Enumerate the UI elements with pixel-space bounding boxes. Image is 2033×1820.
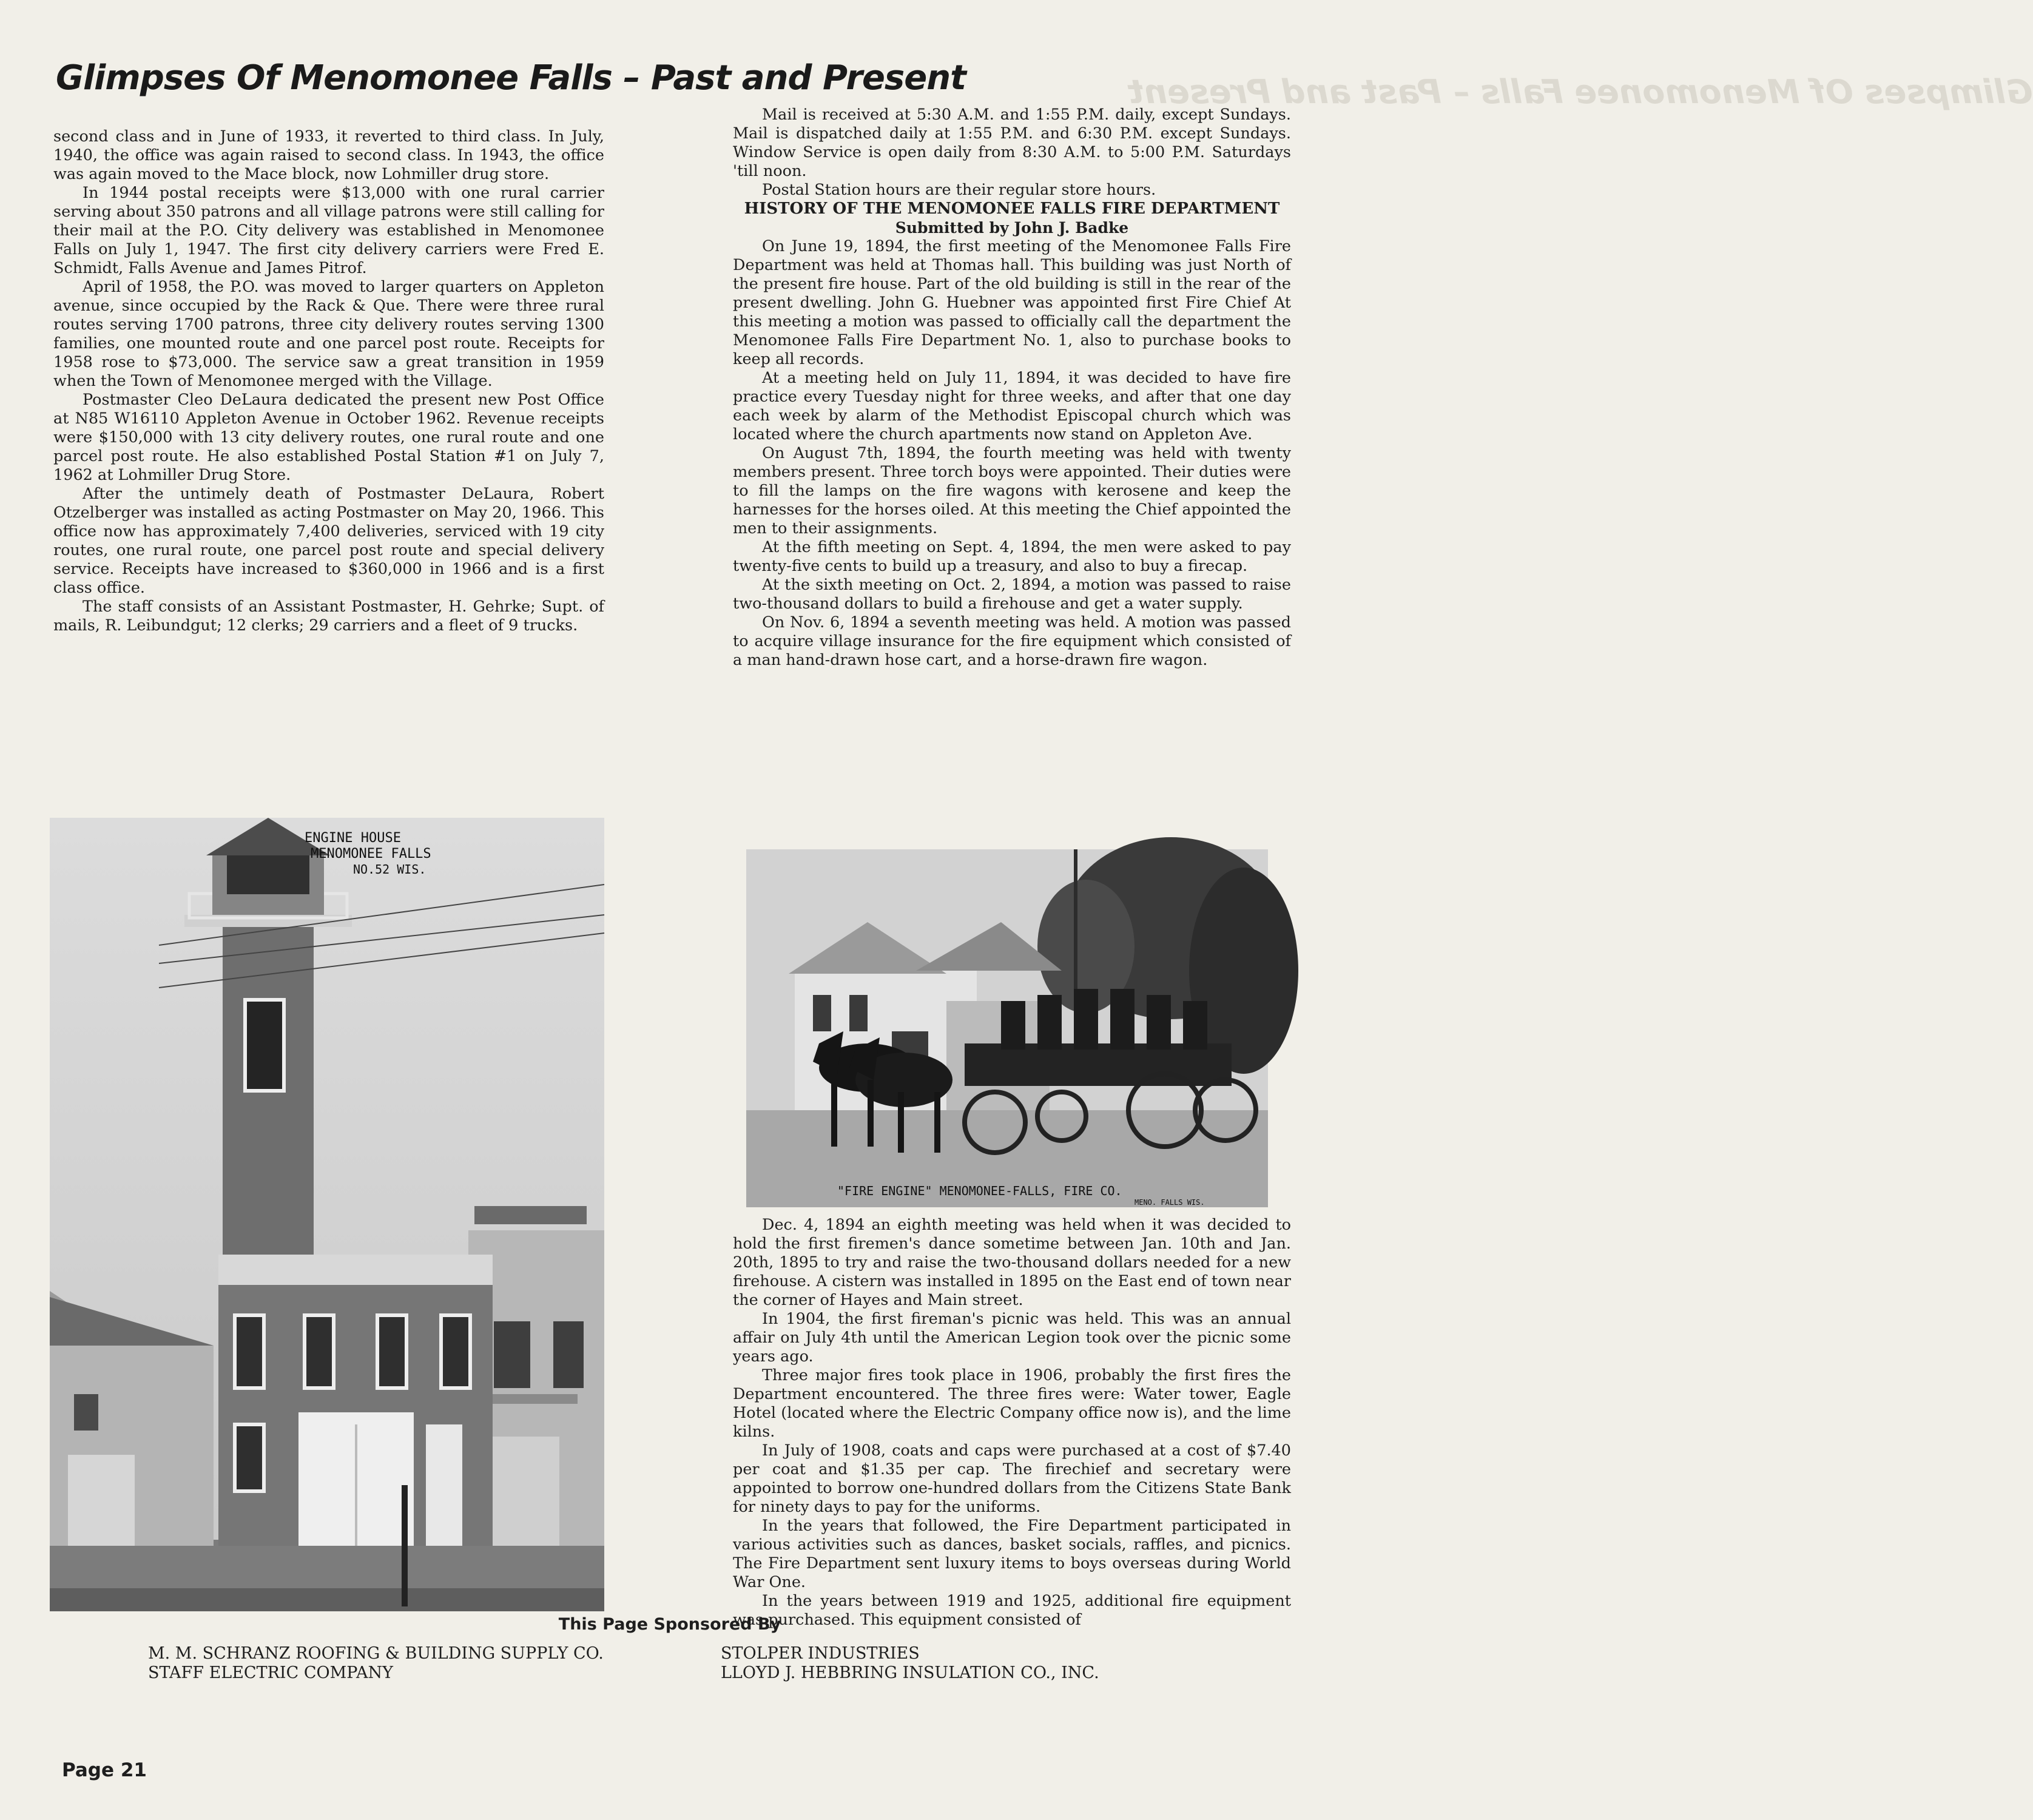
paragraph: After the untimely death of Postmaster DeLaura, Robert Otzelberger was installed as acting Postmaster on May 20, 1966. This office now has approximately 7,400 deliveries, serviced with 19 city routes, one rural route, one parcel post route and special delivery service. Receipts have increased to $360,000 in 1966 and is a first class office. [53, 485, 604, 597]
sponsor-title: This Page Sponsored By [558, 1615, 781, 1634]
paragraph: At the sixth meeting on Oct. 2, 1894, a motion was passed to raise two-thousand dollars to build a firehouse and get a water supply. [733, 576, 1291, 613]
bleed-through-text: Glimpses Of Menomonee Falls – Past and Present [1128, 73, 2033, 111]
paragraph: Three major fires took place in 1906, probably the first fires the Department encountered. The three fires were: Water tower, Eagle Hotel (located where the Electric Company office now is), and the lime kilns. [733, 1366, 1291, 1441]
paragraph: Dec. 4, 1894 an eighth meeting was held when it was decided to hold the first firemen's dance sometime between Jan. 10th and Jan. 20th, 1895 to try and raise the two-thousand dollars needed for a new firehouse. A cistern was installed in 1895 on the East end of town near the corner of Hayes and Main street. [733, 1216, 1291, 1309]
paragraph: At the fifth meeting on Sept. 4, 1894, the men were asked to pay twenty-five cents to build up a treasury, and also to buy a firecap. [733, 538, 1291, 575]
paragraph: The staff consists of an Assistant Postmaster, H. Gehrke; Supt. of mails, R. Leibundgut; 12 clerks; 29 carriers and a fleet of 9 trucks. [53, 598, 604, 635]
fire-engine-photo [746, 849, 1268, 1207]
paragraph: In the years that followed, the Fire Department participated in various activities such as dances, basket socials, raffles, and picnics. The Fire Department sent luxury items to boys overseas during World War One. [733, 1517, 1291, 1591]
fire-engine-caption-small: MENO. FALLS WIS. [1135, 1198, 1205, 1207]
paragraph: On Nov. 6, 1894 a seventh meeting was held. A motion was passed to acquire village insurance for the fire equipment which consisted of a man hand-drawn hose cart, and a horse-drawn fire wagon. [733, 613, 1291, 669]
right-column [733, 106, 1291, 670]
sponsor-left-2: STAFF ELECTRIC COMPANY [148, 1663, 393, 1682]
paragraph: Postmaster Cleo DeLaura dedicated the present new Post Office at N85 W16110 Appleton Avenue in October 1962. Revenue receipts were $150,000 with 13 city delivery routes, one rural route and one parcel post route. He also established Postal Station #1 on July 7, 1962 at Lohmiller Drug Store. [53, 391, 604, 484]
page-title: Glimpses Of Menomonee Falls – Past and Present [56, 58, 966, 98]
paragraph: At a meeting held on July 11, 1894, it was decided to have fire practice every Tuesday night for three weeks, and after that one day each week by alarm of the Methodist Episcopal church which was located where the church apartments now stand on Appleton Ave. [733, 369, 1291, 443]
paragraph: In 1944 postal receipts were $13,000 with one rural carrier serving about 350 patrons and all village patrons were still calling for their mail at the P.O. City delivery was established in Menomonee Falls on July 1, 1947. The first city delivery carriers were Fred E. Schmidt, Falls Avenue and James Pitrof. [53, 184, 604, 277]
section-heading: HISTORY OF THE MENOMONEE FALLS FIRE DEPARTMENT [744, 200, 1280, 218]
paragraph: April of 1958, the P.O. was moved to larger quarters on Appleton avenue, since occupied by the Rack & Que. There were three rural routes serving 1700 patrons, three city delivery routes serving 1300 families, one mounted route and one parcel post route. Receipts for 1958 rose to $73,000. The service saw a great transition in 1959 when the Town of Menomonee merged with the Village. [53, 278, 604, 390]
engine-house-caption-line2: MENOMONEE FALLS [311, 846, 431, 861]
paragraph: second class and in June of 1933, it reverted to third class. In July, 1940, the office was again raised to second class. In 1943, the office was again moved to the Mace block, now Lohmiller drug store. [53, 127, 604, 183]
paragraph: On June 19, 1894, the first meeting of the Menomonee Falls Fire Department was held at Thomas hall. This building was just North of the present fire house. Part of the old building is still in the rear of the present dwelling. John G. Huebner was appointed first Fire Chief At this meeting a motion was passed to officially call the department the Menomonee Falls Fire Department No. 1, also to purchase books to keep all records. [733, 237, 1291, 368]
paragraph: In July of 1908, coats and caps were purchased at a cost of $7.40 per coat and $1.35 per cap. The firechief and secretary were appointed to borrow one-hundred dollars from the Citizens State Bank for ninety days to pay for the uniforms. [733, 1441, 1291, 1516]
fire-engine-caption: "FIRE ENGINE" MENOMONEE-FALLS, FIRE CO. [837, 1184, 1122, 1198]
paragraph: In 1904, the first fireman's picnic was held. This was an annual affair on July 4th until the American Legion took over the picnic some years ago. [733, 1310, 1291, 1366]
sponsor-left-1: M. M. SCHRANZ ROOFING & BUILDING SUPPLY CO. [148, 1644, 604, 1663]
engine-house-photo [50, 818, 604, 1611]
engine-house-caption-line3: NO.52 WIS. [353, 862, 426, 877]
sponsor-right-2: LLOYD J. HEBBRING INSULATION CO., INC. [721, 1663, 1099, 1682]
byline: Submitted by John J. Badke [895, 219, 1129, 237]
engine-house-caption-line1: ENGINE HOUSE [305, 831, 401, 846]
paragraph: On August 7th, 1894, the fourth meeting was held with twenty members present. Three torch boys were appointed. Their duties were to fill the lamps on the fire wagons with kerosene and keep the harnesses for the horses oiled. At this meeting the Chief appointed the men to their assignments. [733, 444, 1291, 538]
paragraph: Mail is received at 5:30 A.M. and 1:55 P.M. daily, except Sundays. Mail is dispatched daily at 1:55 P.M. and 6:30 P.M. except Sundays. Window Service is open daily from 8:30 A.M. to 5:00 P.M. Saturdays 'till noon. [733, 106, 1291, 180]
paragraph: Postal Station hours are their regular store hours. [762, 181, 1156, 199]
page-number: Page 21 [62, 1759, 147, 1781]
sponsor-right-1: STOLPER INDUSTRIES [721, 1644, 920, 1663]
left-column [53, 127, 604, 635]
right-column-continued [733, 1216, 1291, 1630]
paragraph: In the years between 1919 and 1925, additional fire equipment was purchased. This equipment consisted of [733, 1592, 1291, 1629]
